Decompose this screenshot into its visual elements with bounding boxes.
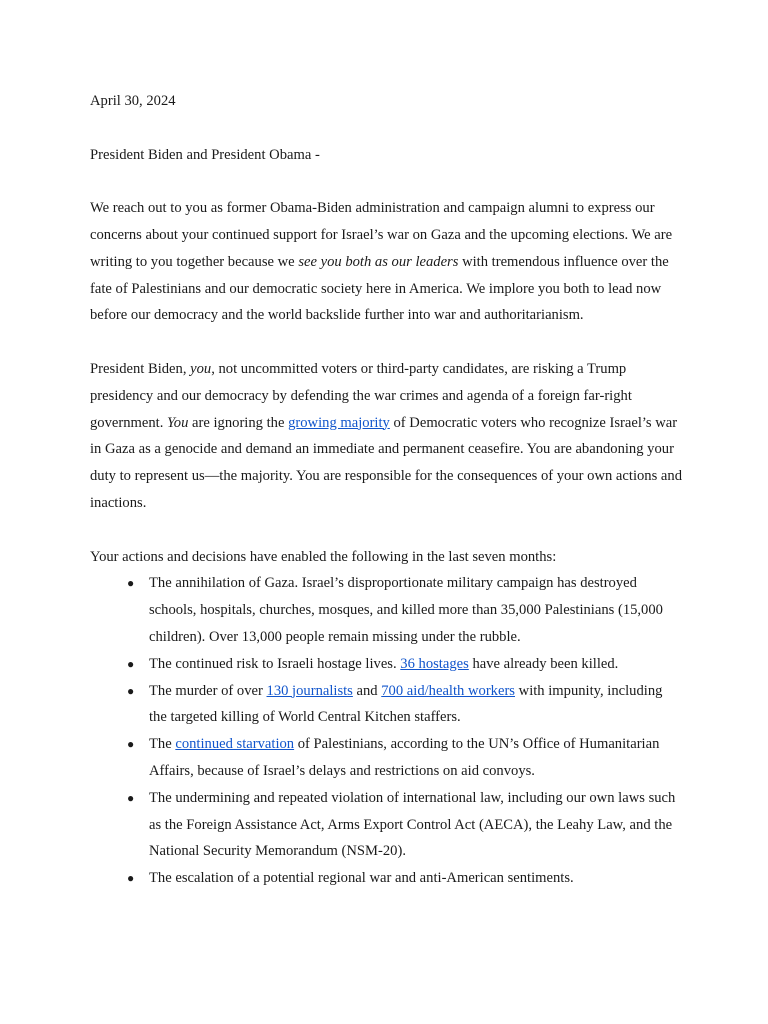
text-run: The: [149, 736, 176, 753]
bullet-icon: ●: [127, 871, 135, 886]
list-item: [90, 678, 682, 732]
list-item: [90, 570, 682, 650]
letter-date: April 30, 2024: [90, 93, 176, 109]
letter-document: [90, 88, 682, 892]
starvation-link[interactable]: continued starvation: [175, 736, 295, 753]
growing-majority-link[interactable]: growing majority: [288, 414, 390, 431]
text-run: President Biden,: [90, 360, 191, 377]
text-run: The murder of over: [149, 682, 267, 699]
list-item-text: The escalation of a potential regional war and anti-American sentiments.: [149, 870, 574, 887]
hostages-link[interactable]: 36 hostages: [400, 655, 469, 672]
list-item: [90, 731, 682, 785]
list-item: [90, 785, 682, 865]
aid-workers-link[interactable]: 700 aid/health workers: [381, 682, 515, 699]
text-run: with tremendous influence over the fate of Palestinians and our democratic society here in America. We implore you both to lead now before our democracy and the world backslide further into war and authoritarianism.: [90, 253, 669, 324]
bullet-icon: ●: [127, 656, 135, 671]
consequences-list: [90, 570, 682, 892]
journalists-link[interactable]: 130 journalists: [266, 682, 353, 699]
list-item: [90, 651, 682, 678]
emphasis-text: You: [167, 414, 189, 431]
text-run: have already been killed.: [468, 655, 619, 672]
emphasis-text: you: [190, 360, 212, 377]
paragraph-biden: [90, 356, 682, 517]
text-run: , not uncommitted voters or third-party candidates, are risking a Trump presidency and our democracy by defending the war crimes and agenda of a foreign far-right government.: [90, 360, 632, 431]
emphasis-text: see you both as our leaders: [298, 253, 459, 270]
bullet-icon: ●: [127, 737, 135, 752]
text-run: with impunity, including the targeted killing of World Central Kitchen staffers.: [149, 682, 663, 726]
text-run: of Democratic voters who recognize Israel’s war in Gaza as a genocide and demand an immediate and permanent ceasefire. You are abandoning your duty to represent us—the majority. You are responsible for the consequences of your own actions and inactions.: [90, 414, 682, 511]
letter-salutation: President Biden and President Obama -: [90, 146, 320, 163]
text-run: of Palestinians, according to the UN’s Office of Humanitarian Affairs, because of Israel’s delays and restrictions on aid convoys.: [149, 736, 660, 779]
bullet-icon: ●: [127, 790, 135, 805]
list-item-text: The annihilation of Gaza. Israel’s disproportionate military campaign has destroyed schools, hospitals, churches, mosques, and killed more than 35,000 Palestinians (15,000 children). Over 13,000 people remain missing under the rubble.: [149, 575, 663, 645]
paragraph-intro: [90, 195, 682, 329]
text-run: are ignoring the: [188, 414, 289, 431]
paragraph-actions-intro: Your actions and decisions have enabled the following in the last seven months:: [90, 548, 557, 565]
text-run: and: [352, 682, 382, 699]
text-run: We reach out to you as former Obama-Biden administration and campaign alumni to express our concerns about your continued support for Israel’s war on Gaza and the upcoming elections. We are writing to you together because we: [90, 200, 673, 270]
list-item: [90, 865, 682, 892]
bullet-icon: ●: [127, 576, 135, 591]
bullet-icon: ●: [127, 683, 135, 698]
text-run: The continued risk to Israeli hostage lives.: [149, 655, 401, 672]
list-item-text: The undermining and repeated violation of international law, including our own laws such as the Foreign Assistance Act, Arms Export Control Act (AECA), the Leahy Law, and the National Security Memorandum (NSM-20).: [149, 789, 676, 860]
